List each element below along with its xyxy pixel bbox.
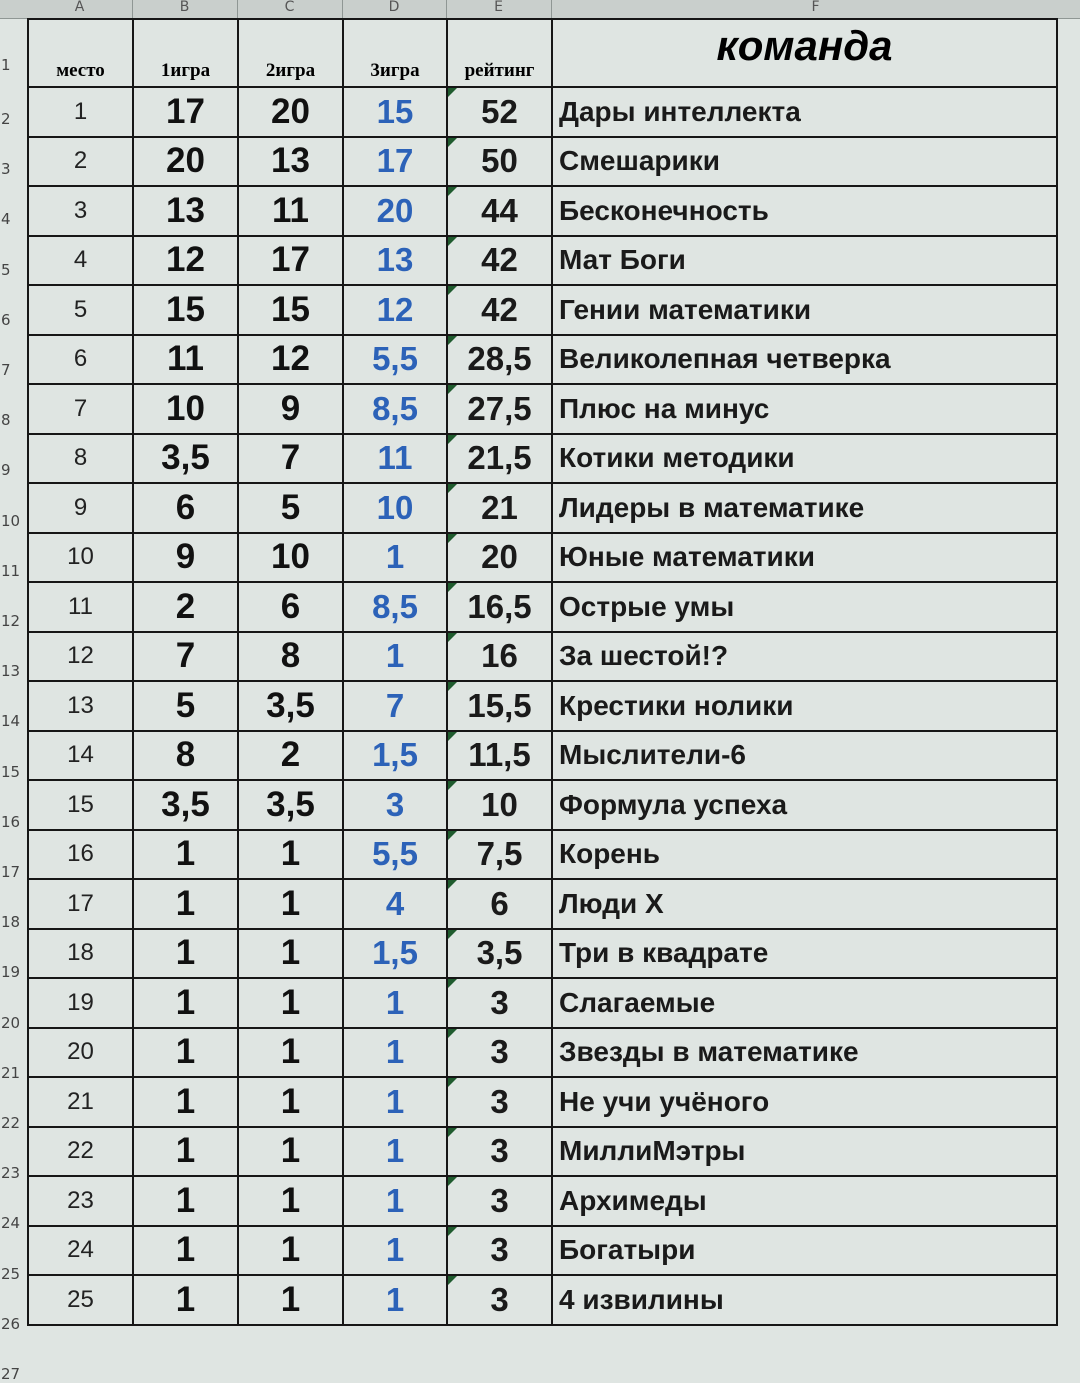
team-name-cell[interactable]: Бесконечность [552,186,1057,236]
place-cell[interactable]: 22 [28,1127,133,1177]
row-number[interactable]: 3 [1,160,11,179]
header-team[interactable]: команда [552,19,1057,87]
game1-cell[interactable]: 1 [133,879,238,929]
game1-cell[interactable]: 12 [133,236,238,286]
table-row [28,483,1057,533]
table-row [28,978,1057,1028]
header-place[interactable]: место [28,19,133,87]
row-number[interactable]: 9 [1,461,11,480]
game2-cell[interactable]: 7 [238,434,343,484]
team-name-cell[interactable]: Три в квадрате [552,929,1057,979]
game3-cell[interactable]: 5,5 [343,335,447,385]
place-cell[interactable]: 13 [28,681,133,731]
game3-cell[interactable]: 17 [343,137,447,187]
header-rating[interactable]: рейтинг [447,19,552,87]
row-number[interactable]: 12 [1,612,21,630]
game3-cell[interactable]: 10 [343,483,447,533]
game2-cell[interactable]: 1 [238,1028,343,1078]
column-letter[interactable]: F [551,0,1080,18]
game3-cell[interactable]: 11 [343,434,447,484]
game1-cell[interactable]: 6 [133,483,238,533]
rating-cell[interactable]: 42 [447,236,552,286]
rating-cell[interactable]: 52 [447,87,552,137]
game1-cell[interactable]: 17 [133,87,238,137]
game2-cell[interactable]: 20 [238,87,343,137]
place-cell[interactable]: 10 [28,533,133,583]
table-row [28,929,1057,979]
place-cell[interactable]: 21 [28,1077,133,1127]
game1-cell[interactable]: 3,5 [133,434,238,484]
header-game2[interactable]: 2игра [238,19,343,87]
table-row [28,1226,1057,1276]
team-name-cell[interactable]: Звезды в математике [552,1028,1057,1078]
rating-cell[interactable]: 3 [447,1226,552,1276]
game3-cell[interactable]: 1 [343,1176,447,1226]
place-cell[interactable]: 16 [28,830,133,880]
place-cell[interactable]: 5 [28,285,133,335]
game1-cell[interactable]: 15 [133,285,238,335]
header-game3[interactable]: 3игра [343,19,447,87]
column-letter[interactable]: A [27,0,133,18]
rating-cell[interactable]: 10 [447,780,552,830]
game2-cell[interactable]: 3,5 [238,681,343,731]
rating-cell[interactable]: 21,5 [447,434,552,484]
table-row [28,384,1057,434]
team-name-cell[interactable]: МиллиМэтры [552,1127,1057,1177]
table-row [28,186,1057,236]
game2-cell[interactable]: 17 [238,236,343,286]
rating-cell[interactable]: 44 [447,186,552,236]
row-number[interactable]: 17 [1,863,21,881]
table-row [28,236,1057,286]
game1-cell[interactable]: 1 [133,830,238,880]
game3-cell[interactable]: 1 [343,978,447,1028]
rating-cell[interactable]: 16 [447,632,552,682]
table-row [28,137,1057,187]
game3-cell[interactable]: 1,5 [343,731,447,781]
game1-cell[interactable]: 1 [133,929,238,979]
rating-cell[interactable]: 3,5 [447,929,552,979]
row-number[interactable]: 19 [1,963,21,982]
rating-cell[interactable]: 7,5 [447,830,552,880]
rating-cell[interactable]: 3 [447,1028,552,1078]
row-number[interactable]: 5 [1,260,11,279]
game1-cell[interactable]: 8 [133,731,238,781]
game3-cell[interactable]: 1 [343,1127,447,1177]
game3-cell[interactable]: 1 [343,1077,447,1127]
game2-cell[interactable]: 5 [238,483,343,533]
row-number[interactable]: 22 [1,1114,21,1132]
column-letter[interactable]: C [237,0,343,18]
team-name-cell[interactable]: Плюс на минус [552,384,1057,434]
rating-cell[interactable]: 16,5 [447,582,552,632]
results-grid [27,18,1058,1326]
place-cell[interactable]: 12 [28,632,133,682]
game2-cell[interactable]: 2 [238,731,343,781]
table-row [28,879,1057,929]
rating-cell[interactable]: 3 [447,1127,552,1177]
game2-cell[interactable]: 9 [238,384,343,434]
game3-cell[interactable]: 8,5 [343,384,447,434]
game3-cell[interactable]: 12 [343,285,447,335]
place-cell[interactable]: 3 [28,186,133,236]
rating-cell[interactable]: 3 [447,1176,552,1226]
place-cell[interactable]: 2 [28,137,133,187]
game2-cell[interactable]: 1 [238,1127,343,1177]
game3-cell[interactable]: 1 [343,632,447,682]
game3-cell[interactable]: 1 [343,1226,447,1276]
place-cell[interactable]: 25 [28,1275,133,1325]
place-cell[interactable]: 15 [28,780,133,830]
place-cell[interactable]: 20 [28,1028,133,1078]
team-name-cell[interactable]: Не учи учёного [552,1077,1057,1127]
place-cell[interactable]: 4 [28,236,133,286]
team-name-cell[interactable]: Острые умы [552,582,1057,632]
game1-cell[interactable]: 20 [133,137,238,187]
game1-cell[interactable]: 1 [133,1028,238,1078]
game3-cell[interactable]: 1 [343,533,447,583]
game1-cell[interactable]: 1 [133,1226,238,1276]
row-number[interactable]: 20 [1,1013,21,1032]
row-number[interactable]: 27 [1,1365,21,1383]
column-header-strip [0,0,1080,19]
results-table [27,18,1058,1326]
game2-cell[interactable]: 1 [238,1077,343,1127]
table-row [28,830,1057,880]
place-cell[interactable]: 1 [28,87,133,137]
team-name-cell[interactable]: Гении математики [552,285,1057,335]
game2-cell[interactable]: 1 [238,1226,343,1276]
place-cell[interactable]: 8 [28,434,133,484]
row-number[interactable]: 23 [1,1164,21,1183]
table-row [28,285,1057,335]
team-name-cell[interactable]: 4 извилины [552,1275,1057,1325]
row-number[interactable]: 7 [1,361,11,379]
game2-cell[interactable]: 1 [238,879,343,929]
row-number[interactable]: 16 [1,812,21,831]
row-number[interactable]: 2 [1,110,11,128]
game2-cell[interactable]: 1 [238,830,343,880]
game1-cell[interactable]: 1 [133,978,238,1028]
row-number[interactable]: 14 [1,712,21,731]
row-number[interactable]: 11 [1,561,21,580]
game1-cell[interactable]: 5 [133,681,238,731]
row-number[interactable]: 1 [1,56,11,74]
team-name-cell[interactable]: Юные математики [552,533,1057,583]
game2-cell[interactable]: 6 [238,582,343,632]
team-name-cell[interactable]: Великолепная четверка [552,335,1057,385]
game3-cell[interactable]: 1 [343,1275,447,1325]
place-cell[interactable]: 19 [28,978,133,1028]
team-name-cell[interactable]: Мыслители-6 [552,731,1057,781]
row-number[interactable]: 13 [1,662,21,681]
header-row [28,19,1057,87]
team-name-cell[interactable]: Дары интеллекта [552,87,1057,137]
place-cell[interactable]: 23 [28,1176,133,1226]
game2-cell[interactable]: 13 [238,137,343,187]
table-row [28,1275,1057,1325]
column-letter[interactable]: E [446,0,552,18]
table-row [28,632,1057,682]
team-name-cell[interactable]: Архимеды [552,1176,1057,1226]
row-number[interactable]: 26 [1,1314,21,1333]
game2-cell[interactable]: 12 [238,335,343,385]
game2-cell[interactable]: 1 [238,978,343,1028]
game1-cell[interactable]: 10 [133,384,238,434]
game3-cell[interactable]: 20 [343,186,447,236]
table-row [28,335,1057,385]
game2-cell[interactable]: 10 [238,533,343,583]
rating-cell[interactable]: 15,5 [447,681,552,731]
game1-cell[interactable]: 1 [133,1176,238,1226]
rating-cell[interactable]: 42 [447,285,552,335]
team-name-cell[interactable]: Слагаемые [552,978,1057,1028]
team-name-cell[interactable]: Крестики нолики [552,681,1057,731]
table-row [28,582,1057,632]
table-row [28,731,1057,781]
team-name-cell[interactable]: За шестой!? [552,632,1057,682]
game2-cell[interactable]: 1 [238,929,343,979]
game3-cell[interactable]: 3 [343,780,447,830]
team-name-cell[interactable]: Люди Х [552,879,1057,929]
place-cell[interactable]: 9 [28,483,133,533]
row-number[interactable]: 21 [1,1063,21,1082]
game1-cell[interactable]: 7 [133,632,238,682]
game1-cell[interactable]: 3,5 [133,780,238,830]
game3-cell[interactable]: 15 [343,87,447,137]
row-number[interactable]: 6 [1,310,11,329]
table-row [28,1028,1057,1078]
game1-cell[interactable]: 9 [133,533,238,583]
row-number[interactable]: 24 [1,1214,21,1233]
game1-cell[interactable]: 1 [133,1077,238,1127]
game3-cell[interactable]: 1 [343,1028,447,1078]
game3-cell[interactable]: 8,5 [343,582,447,632]
game2-cell[interactable]: 3,5 [238,780,343,830]
place-cell[interactable]: 17 [28,879,133,929]
table-row [28,1077,1057,1127]
rating-cell[interactable]: 11,5 [447,731,552,781]
rating-cell[interactable]: 3 [447,1275,552,1325]
row-number[interactable]: 10 [1,511,21,530]
column-letter[interactable]: B [132,0,238,18]
game2-cell[interactable]: 8 [238,632,343,682]
rating-cell[interactable]: 27,5 [447,384,552,434]
game2-cell[interactable]: 1 [238,1176,343,1226]
game1-cell[interactable]: 11 [133,335,238,385]
header-game1[interactable]: 1игра [133,19,238,87]
rating-cell[interactable]: 21 [447,483,552,533]
game3-cell[interactable]: 1,5 [343,929,447,979]
table-row [28,681,1057,731]
rating-cell[interactable]: 6 [447,879,552,929]
place-cell[interactable]: 6 [28,335,133,385]
game2-cell[interactable]: 11 [238,186,343,236]
table-row [28,1176,1057,1226]
team-name-cell[interactable]: Смешарики [552,137,1057,187]
game2-cell[interactable]: 1 [238,1275,343,1325]
row-number[interactable]: 18 [1,913,21,932]
game3-cell[interactable]: 13 [343,236,447,286]
row-number[interactable]: 25 [1,1264,21,1283]
game1-cell[interactable]: 13 [133,186,238,236]
team-name-cell[interactable]: Богатыри [552,1226,1057,1276]
place-cell[interactable]: 7 [28,384,133,434]
rating-cell[interactable]: 3 [447,1077,552,1127]
game3-cell[interactable]: 4 [343,879,447,929]
rating-cell[interactable]: 20 [447,533,552,583]
place-cell[interactable]: 24 [28,1226,133,1276]
row-number[interactable]: 4 [1,210,11,229]
table-row [28,780,1057,830]
team-name-cell[interactable]: Корень [552,830,1057,880]
rating-cell[interactable]: 28,5 [447,335,552,385]
table-row [28,533,1057,583]
rating-cell[interactable]: 3 [447,978,552,1028]
game2-cell[interactable]: 15 [238,285,343,335]
place-cell[interactable]: 18 [28,929,133,979]
rating-cell[interactable]: 50 [447,137,552,187]
table-row [28,87,1057,137]
team-name-cell[interactable]: Мат Боги [552,236,1057,286]
game3-cell[interactable]: 5,5 [343,830,447,880]
team-name-cell[interactable]: Формула успеха [552,780,1057,830]
table-row [28,434,1057,484]
game1-cell[interactable]: 2 [133,582,238,632]
team-name-cell[interactable]: Котики методики [552,434,1057,484]
row-number[interactable]: 15 [1,762,21,781]
game1-cell[interactable]: 1 [133,1127,238,1177]
team-name-cell[interactable]: Лидеры в математике [552,483,1057,533]
row-number[interactable]: 8 [1,411,11,430]
place-cell[interactable]: 14 [28,731,133,781]
place-cell[interactable]: 11 [28,582,133,632]
column-letter[interactable]: D [342,0,447,18]
table-row [28,1127,1057,1177]
game1-cell[interactable]: 1 [133,1275,238,1325]
game3-cell[interactable]: 7 [343,681,447,731]
